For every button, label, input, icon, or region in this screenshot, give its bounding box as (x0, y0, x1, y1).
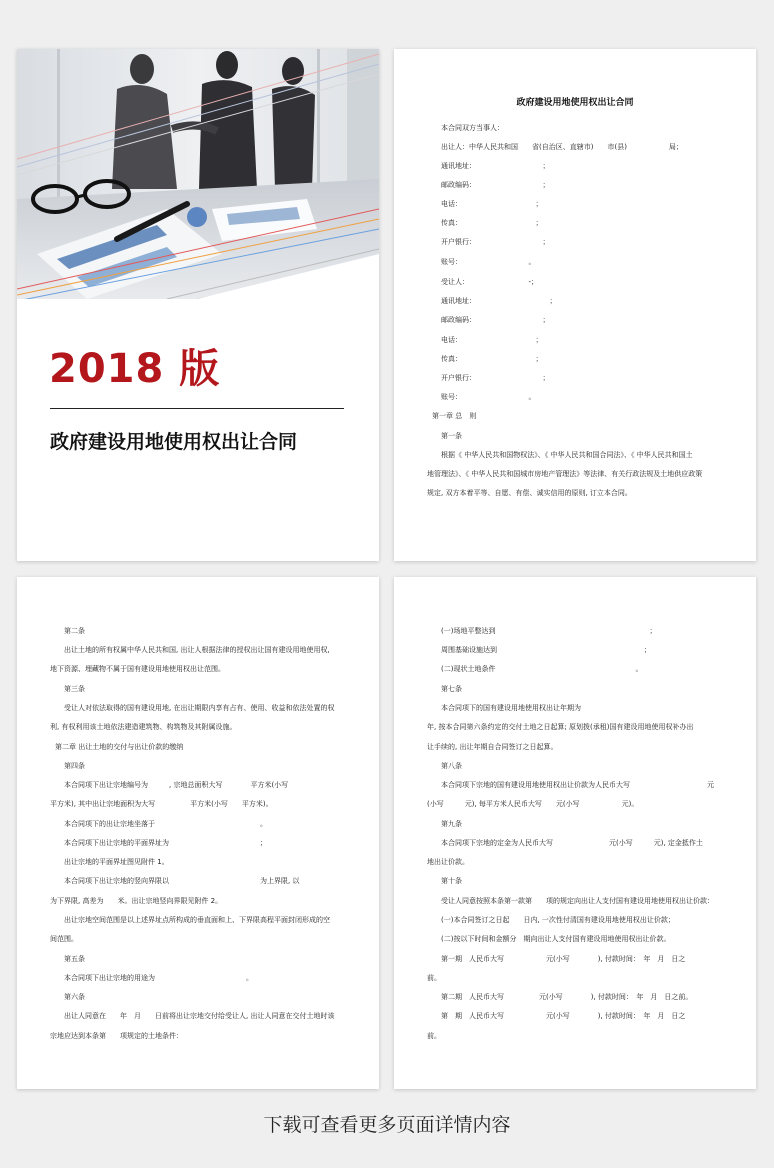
text-line: 本合同项下出让宗地的用途为 。 (64, 974, 253, 982)
text-line: (二)按以下时间和金额分 期向出让人支付国有建设用地使用权出让价款。 (441, 935, 671, 943)
cover-year: 2018 版 (49, 346, 221, 392)
download-more-caption: 下载可查看更多页面详情内容 (263, 1114, 511, 1136)
text-line: 第 期 人民币大写 元(小写 ), 付款时间： 年 月 日之 (441, 1012, 686, 1020)
text-line: 本合同项下的国有建设用地使用权出让年期为 (441, 704, 581, 712)
text-line: 受让人同意按照本条第一款第 项的规定向出让人支付国有建设用地使用权出让价款： (441, 897, 714, 905)
text-line: 邮政编码： ； (441, 316, 550, 324)
text-line: 出让人同意在 年 月 日前将出让宗地交付给受让人, 出让人同意在交付土地时该 (64, 1012, 335, 1020)
article-heading: 第四条 (64, 762, 85, 770)
text-line: 通讯地址： ； (441, 297, 557, 305)
contract-page-2 (17, 577, 379, 1089)
text-line: 前。 (427, 974, 441, 982)
text-line: 宗地应达到本条第 项规定的土地条件： (50, 1032, 183, 1040)
text-line: 出让宗地空间范围是以上述界址点所构成的垂直面和上、下界限高程平面封闭形成的空 (64, 916, 330, 924)
text-line: 受让人对依法取得的国有建设用地, 在出让期限内享有占有、使用、收益和依法处置的权 (64, 704, 335, 712)
text-line: 本合同项下宗地的定金为人民币大写 元(小写 元), 定金抵作土 (441, 839, 703, 847)
text-line: 通讯地址： ； (441, 162, 550, 170)
article-heading: 第二条 (64, 627, 85, 635)
text-line: (小写 元), 每平方米人民币大写 元(小写 元)。 (427, 800, 639, 808)
text-line: 为下界限, 高差为 米。出让宗地竖向界限见附件 2。 (50, 897, 223, 905)
article-heading: 第五条 (64, 955, 85, 963)
text-line: 邮政编码： ； (441, 181, 550, 189)
text-line: 本合同项下出让宗地的竖向界限以 为上界限, 以 (64, 877, 300, 885)
chapter-heading: 第一章 总 则 (432, 412, 477, 420)
text-line: 根据《 中华人民共和国物权法》、《 中华人民共和国合同法》、《 中华人民共和国土 (441, 451, 693, 459)
text-line: 第二期 人民币大写 元(小写 ), 付款时间： 年 月 日之前。 (441, 993, 693, 1001)
text-line: 开户银行： ； (441, 238, 550, 246)
cover-page (17, 49, 379, 561)
text-line: 利, 有权利用该土地依法建造建筑物、构筑物及其附属设施。 (50, 723, 237, 731)
article-heading: 第七条 (441, 685, 462, 693)
text-line: 本合同双方当事人： (441, 124, 504, 132)
text-line: 前。 (427, 1032, 441, 1040)
text-line: 电话： ； (441, 336, 543, 344)
chapter-heading: 第二章 出让土地的交付与出让价款的缴纳 (55, 743, 184, 751)
article-heading: 第六条 (64, 993, 85, 1001)
article-heading: 第十条 (441, 877, 462, 885)
contract-page-1 (394, 49, 756, 561)
text-line: 出让人：中华人民共和国 省(自治区、直辖市) 市(县) 局； (441, 143, 683, 151)
text-line: 本合同项下宗地的国有建设用地使用权出让价款为人民币大写 元 (441, 781, 714, 789)
text-line: 受让人： -； (441, 278, 539, 286)
text-line: 第一期 人民币大写 元(小写 ), 付款时间： 年 月 日之 (441, 955, 686, 963)
article-heading: 第三条 (64, 685, 85, 693)
article-heading: 第八条 (441, 762, 462, 770)
cover-title: 政府建设用地使用权出让合同 (50, 431, 298, 453)
text-line: 开户银行： ； (441, 374, 550, 382)
cover-divider (50, 408, 344, 409)
article-heading: 第九条 (441, 820, 462, 828)
text-line: 让手续的, 出让年期自合同签订之日起算。 (427, 743, 558, 751)
text-line: (一)场地平整达到 ； (441, 627, 657, 635)
text-line: 地出让价款。 (427, 858, 469, 866)
text-line: 间范围。 (50, 935, 78, 943)
contract-title: 政府建设用地使用权出让合同 (516, 98, 634, 108)
text-line: 规定, 双方本着平等、自愿、有偿、诚实信用的原则, 订立本合同。 (427, 489, 632, 497)
text-line: 出让土地的所有权属中华人民共和国, 出让人根据法律的授权出让国有建设用地使用权, (64, 646, 330, 654)
text-line: 地管理法》、《 中华人民共和国城市房地产管理法》等法律、有关行政法规及土地供应政策 (427, 470, 703, 478)
text-line: 账号： 。 (441, 258, 536, 266)
text-line: 账号： 。 (441, 393, 536, 401)
text-line: 地下资源、埋藏物不属于国有建设用地使用权出让范围。 (50, 665, 225, 673)
text-line: 平方米), 其中出让宗地面积为大写 平方米(小写 平方米)。 (50, 800, 273, 808)
article-heading: 第一条 (441, 432, 462, 440)
text-line: 传真： ； (441, 355, 543, 363)
text-line: 本合同项下出让宗地的平面界址为 ； (64, 839, 267, 847)
text-line: 本合同项下出让宗地编号为 , 宗地总面积大写 平方米(小写 (64, 781, 289, 789)
text-line: 年, 按本合同第六条约定的交付土地之日起算; 原划拨(承租)国有建设用地使用权补办出 (427, 723, 694, 731)
text-line: 本合同项下的出让宗地坐落于 。 (64, 820, 267, 828)
text-line: 出让宗地的平面界址图见附件 1。 (64, 858, 169, 866)
text-line: (一)本合同签订之日起 日内, 一次性付清国有建设用地使用权出让价款； (441, 916, 675, 924)
contract-page-3 (394, 577, 756, 1089)
text-line: 周围基础设施达到 ； (441, 646, 651, 654)
cover-photo (17, 49, 379, 299)
text-line: (二)现状土地条件 。 (441, 665, 643, 673)
text-line: 电话： ； (441, 200, 543, 208)
text-line: 传真： ； (441, 219, 543, 227)
